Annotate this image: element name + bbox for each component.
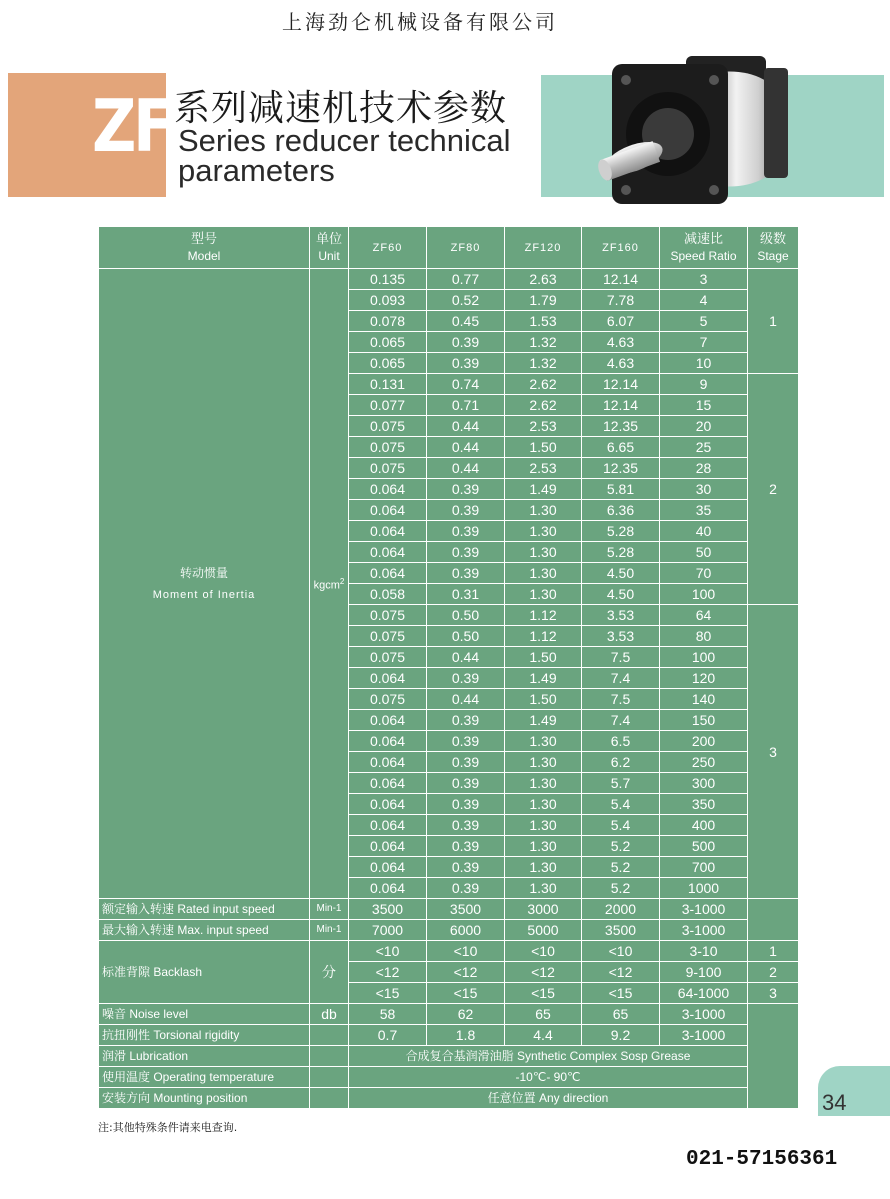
inertia-label <box>99 269 310 899</box>
inertia-value: 1.30 <box>505 836 582 857</box>
backlash-ratio: 9-100 <box>660 962 748 983</box>
blank-stage <box>748 1004 799 1109</box>
inertia-value: 0.064 <box>349 773 427 794</box>
inertia-value: 1.53 <box>505 311 582 332</box>
noise-ratio: 3-1000 <box>660 1004 748 1025</box>
inertia-value: 0.44 <box>427 647 505 668</box>
torsional-value: 4.4 <box>505 1025 582 1046</box>
title-english <box>178 123 511 188</box>
inertia-value: 0.39 <box>427 521 505 542</box>
lubrication-value: 合成复合基润滑油脂 Synthetic Complex Sosp Grease <box>349 1046 748 1067</box>
inertia-value: 0.064 <box>349 794 427 815</box>
inertia-value: 1.30 <box>505 584 582 605</box>
inertia-value: 6.36 <box>582 500 660 521</box>
inertia-value: 2.53 <box>505 416 582 437</box>
speed-ratio: 25 <box>660 437 748 458</box>
max-speed-label: 最大输入转速 Max. input speed <box>99 920 310 941</box>
lubrication-unit <box>310 1046 349 1067</box>
inertia-value: 0.064 <box>349 731 427 752</box>
noise-value: 62 <box>427 1004 505 1025</box>
header-zf120: ZF120 <box>505 227 582 269</box>
inertia-value: 4.63 <box>582 353 660 374</box>
series-code: ZF <box>92 84 172 168</box>
mounting-value: 任意位置 Any direction <box>349 1088 748 1109</box>
inertia-value: 0.075 <box>349 437 427 458</box>
backlash-value: <12 <box>427 962 505 983</box>
inertia-value: 0.52 <box>427 290 505 311</box>
header-zf160: ZF160 <box>582 227 660 269</box>
inertia-value: 0.064 <box>349 752 427 773</box>
inertia-value: 5.28 <box>582 542 660 563</box>
header-ratio: 减速比 Speed Ratio <box>660 227 748 269</box>
gear-reducer-image <box>596 54 792 214</box>
backlash-stage: 1 <box>748 941 799 962</box>
inertia-value: 1.79 <box>505 290 582 311</box>
inertia-value: 1.50 <box>505 437 582 458</box>
speed-ratio: 64 <box>660 605 748 626</box>
title-english-line1: Series reducer technical <box>178 123 511 158</box>
backlash-value: <12 <box>505 962 582 983</box>
backlash-unit: 分 <box>310 941 349 1004</box>
max-speed-value: 7000 <box>349 920 427 941</box>
inertia-value: 1.49 <box>505 710 582 731</box>
speed-ratio: 35 <box>660 500 748 521</box>
torsional-value: 0.7 <box>349 1025 427 1046</box>
inertia-value: 5.4 <box>582 815 660 836</box>
inertia-value: 0.77 <box>427 269 505 290</box>
rated-speed-unit: Min-1 <box>310 899 349 920</box>
spec-table <box>98 226 799 1109</box>
inertia-value: 5.7 <box>582 773 660 794</box>
inertia-value: 12.14 <box>582 374 660 395</box>
inertia-value: 0.50 <box>427 605 505 626</box>
speed-ratio: 50 <box>660 542 748 563</box>
temperature-row <box>99 1067 799 1088</box>
header-unit: 单位 Unit <box>310 227 349 269</box>
title-chinese: 系列减速机技术参数 <box>174 88 508 129</box>
speed-ratio: 500 <box>660 836 748 857</box>
backlash-stage: 3 <box>748 983 799 1004</box>
torsional-value: 1.8 <box>427 1025 505 1046</box>
inertia-value: 0.058 <box>349 584 427 605</box>
torsional-value: 9.2 <box>582 1025 660 1046</box>
inertia-value: 0.064 <box>349 815 427 836</box>
inertia-value: 7.5 <box>582 647 660 668</box>
inertia-value: 6.07 <box>582 311 660 332</box>
inertia-value: 0.064 <box>349 563 427 584</box>
noise-value: 65 <box>582 1004 660 1025</box>
inertia-value: 6.65 <box>582 437 660 458</box>
inertia-value: 0.39 <box>427 668 505 689</box>
torsional-row <box>99 1025 799 1046</box>
speed-ratio: 5 <box>660 311 748 332</box>
inertia-value: 3.53 <box>582 626 660 647</box>
inertia-value: 0.39 <box>427 815 505 836</box>
inertia-value: 7.4 <box>582 710 660 731</box>
inertia-value: 5.2 <box>582 857 660 878</box>
speed-ratio: 400 <box>660 815 748 836</box>
rated-speed-value: 3000 <box>505 899 582 920</box>
inertia-value: 0.44 <box>427 689 505 710</box>
backlash-value: <15 <box>349 983 427 1004</box>
inertia-value: 1.12 <box>505 605 582 626</box>
inertia-value: 12.14 <box>582 395 660 416</box>
rated-speed-row <box>99 899 799 920</box>
speed-ratio: 300 <box>660 773 748 794</box>
speed-ratio: 40 <box>660 521 748 542</box>
footnote: 注:其他特殊条件请来电查询. <box>98 1121 238 1134</box>
header-zf80: ZF80 <box>427 227 505 269</box>
backlash-value: <10 <box>349 941 427 962</box>
inertia-value: 7.4 <box>582 668 660 689</box>
blank-stage <box>748 899 799 941</box>
inertia-value: 1.30 <box>505 542 582 563</box>
inertia-value: 0.131 <box>349 374 427 395</box>
inertia-value: 12.14 <box>582 269 660 290</box>
inertia-value: 1.30 <box>505 752 582 773</box>
inertia-value: 0.31 <box>427 584 505 605</box>
inertia-value: 0.064 <box>349 878 427 899</box>
inertia-value: 0.064 <box>349 668 427 689</box>
mounting-unit <box>310 1088 349 1109</box>
inertia-value: 1.30 <box>505 878 582 899</box>
inertia-value: 6.5 <box>582 731 660 752</box>
inertia-value: 4.50 <box>582 584 660 605</box>
inertia-value: 1.12 <box>505 626 582 647</box>
torsional-ratio: 3-1000 <box>660 1025 748 1046</box>
stage-cell: 3 <box>748 605 799 899</box>
inertia-value: 2.53 <box>505 458 582 479</box>
backlash-ratio: 3-10 <box>660 941 748 962</box>
inertia-value: 0.74 <box>427 374 505 395</box>
inertia-value: 0.44 <box>427 416 505 437</box>
inertia-value: 0.078 <box>349 311 427 332</box>
inertia-value: 0.135 <box>349 269 427 290</box>
inertia-value: 0.064 <box>349 710 427 731</box>
inertia-value: 0.075 <box>349 647 427 668</box>
inertia-value: 0.093 <box>349 290 427 311</box>
inertia-value: 1.49 <box>505 479 582 500</box>
rated-speed-label: 额定输入转速 Rated input speed <box>99 899 310 920</box>
inertia-value: 0.44 <box>427 458 505 479</box>
inertia-unit-sup: 2 <box>339 576 345 586</box>
inertia-value: 0.50 <box>427 626 505 647</box>
inertia-value: 0.39 <box>427 542 505 563</box>
inertia-value: 2.62 <box>505 374 582 395</box>
inertia-value: 5.28 <box>582 521 660 542</box>
max-speed-value: 5000 <box>505 920 582 941</box>
backlash-value: <12 <box>582 962 660 983</box>
inertia-value: 6.2 <box>582 752 660 773</box>
header-row <box>99 227 799 269</box>
inertia-value: 5.2 <box>582 878 660 899</box>
inertia-value: 0.075 <box>349 458 427 479</box>
speed-ratio: 30 <box>660 479 748 500</box>
inertia-value: 12.35 <box>582 416 660 437</box>
inertia-value: 3.53 <box>582 605 660 626</box>
rated-speed-ratio: 3-1000 <box>660 899 748 920</box>
inertia-value: 0.45 <box>427 311 505 332</box>
inertia-value: 0.064 <box>349 542 427 563</box>
inertia-value: 0.39 <box>427 353 505 374</box>
speed-ratio: 700 <box>660 857 748 878</box>
speed-ratio: 350 <box>660 794 748 815</box>
inertia-value: 0.39 <box>427 794 505 815</box>
backlash-value: <10 <box>427 941 505 962</box>
company-name: 上海劲仑机械设备有限公司 <box>282 10 558 34</box>
rated-speed-value: 3500 <box>427 899 505 920</box>
inertia-value: 0.39 <box>427 710 505 731</box>
inertia-value: 0.065 <box>349 353 427 374</box>
backlash-value: <15 <box>582 983 660 1004</box>
speed-ratio: 100 <box>660 584 748 605</box>
phone-number: 021-57156361 <box>686 1148 838 1171</box>
noise-value: 65 <box>505 1004 582 1025</box>
inertia-value: 0.39 <box>427 479 505 500</box>
inertia-value: 1.32 <box>505 353 582 374</box>
speed-ratio: 120 <box>660 668 748 689</box>
backlash-row <box>99 941 799 962</box>
max-speed-value: 3500 <box>582 920 660 941</box>
inertia-value: 0.064 <box>349 521 427 542</box>
inertia-value: 1.30 <box>505 857 582 878</box>
speed-ratio: 200 <box>660 731 748 752</box>
inertia-value: 0.39 <box>427 731 505 752</box>
backlash-value: <10 <box>505 941 582 962</box>
inertia-value: 2.63 <box>505 269 582 290</box>
inertia-label-en: Moment of Inertia <box>152 588 256 601</box>
rated-speed-value: 3500 <box>349 899 427 920</box>
speed-ratio: 80 <box>660 626 748 647</box>
lubrication-row <box>99 1046 799 1067</box>
inertia-value: 1.49 <box>505 668 582 689</box>
page-number: 34 <box>822 1090 847 1115</box>
inertia-value: 1.30 <box>505 794 582 815</box>
inertia-value: 4.50 <box>582 563 660 584</box>
inertia-value: 7.78 <box>582 290 660 311</box>
speed-ratio: 10 <box>660 353 748 374</box>
temperature-label: 使用温度 Operating temperature <box>99 1067 310 1088</box>
rated-speed-value: 2000 <box>582 899 660 920</box>
inertia-value: 1.30 <box>505 815 582 836</box>
inertia-value: 1.30 <box>505 731 582 752</box>
temperature-value: -10℃- 90℃ <box>349 1067 748 1088</box>
noise-unit: db <box>310 1004 349 1025</box>
inertia-value: 1.30 <box>505 521 582 542</box>
speed-ratio: 70 <box>660 563 748 584</box>
speed-ratio: 150 <box>660 710 748 731</box>
inertia-value: 0.064 <box>349 857 427 878</box>
inertia-value: 12.35 <box>582 458 660 479</box>
max-speed-unit: Min-1 <box>310 920 349 941</box>
speed-ratio: 9 <box>660 374 748 395</box>
inertia-value: 0.39 <box>427 500 505 521</box>
inertia-value: 7.5 <box>582 689 660 710</box>
inertia-value: 0.39 <box>427 752 505 773</box>
noise-value: 58 <box>349 1004 427 1025</box>
inertia-value: 5.4 <box>582 794 660 815</box>
inertia-value: 0.71 <box>427 395 505 416</box>
speed-ratio: 15 <box>660 395 748 416</box>
mounting-row <box>99 1088 799 1109</box>
max-speed-row <box>99 920 799 941</box>
inertia-value: 0.075 <box>349 689 427 710</box>
max-speed-ratio: 3-1000 <box>660 920 748 941</box>
speed-ratio: 140 <box>660 689 748 710</box>
speed-ratio: 250 <box>660 752 748 773</box>
backlash-stage: 2 <box>748 962 799 983</box>
inertia-value: 0.39 <box>427 857 505 878</box>
inertia-value: 0.39 <box>427 836 505 857</box>
speed-ratio: 4 <box>660 290 748 311</box>
inertia-value: 0.39 <box>427 332 505 353</box>
inertia-label-cn: 转动惯量 <box>179 565 228 580</box>
inertia-value: 0.39 <box>427 878 505 899</box>
inertia-value: 0.075 <box>349 416 427 437</box>
inertia-value: 5.2 <box>582 836 660 857</box>
inertia-value: 0.44 <box>427 437 505 458</box>
inertia-unit-text: kgcm <box>313 579 340 592</box>
lubrication-label: 润滑 Lubrication <box>99 1046 310 1067</box>
max-speed-value: 6000 <box>427 920 505 941</box>
inertia-value: 0.065 <box>349 332 427 353</box>
title-english-line2: parameters <box>178 153 335 188</box>
speed-ratio: 3 <box>660 269 748 290</box>
header-zf60: ZF60 <box>349 227 427 269</box>
inertia-row <box>99 269 799 290</box>
speed-ratio: 28 <box>660 458 748 479</box>
stage-cell: 2 <box>748 374 799 605</box>
inertia-value: 1.30 <box>505 563 582 584</box>
inertia-value: 0.39 <box>427 563 505 584</box>
speed-ratio: 20 <box>660 416 748 437</box>
inertia-value: 1.30 <box>505 773 582 794</box>
backlash-value: <10 <box>582 941 660 962</box>
inertia-value: 0.075 <box>349 626 427 647</box>
header-stage: 级数 Stage <box>748 227 799 269</box>
inertia-value: 0.075 <box>349 605 427 626</box>
header-model: 型号 Model <box>99 227 310 269</box>
inertia-value: 0.064 <box>349 836 427 857</box>
backlash-value: <15 <box>505 983 582 1004</box>
inertia-value: 5.81 <box>582 479 660 500</box>
noise-row <box>99 1004 799 1025</box>
inertia-value: 0.064 <box>349 500 427 521</box>
inertia-value: 0.077 <box>349 395 427 416</box>
inertia-value: 1.50 <box>505 647 582 668</box>
noise-label: 噪音 Noise level <box>99 1004 310 1025</box>
inertia-value: 2.62 <box>505 395 582 416</box>
backlash-value: <12 <box>349 962 427 983</box>
inertia-value: 1.30 <box>505 500 582 521</box>
backlash-value: <15 <box>427 983 505 1004</box>
inertia-unit <box>310 269 349 899</box>
inertia-value: 4.63 <box>582 332 660 353</box>
backlash-label: 标准背隙 Backlash <box>99 941 310 1004</box>
speed-ratio: 7 <box>660 332 748 353</box>
torsional-unit <box>310 1025 349 1046</box>
stage-cell: 1 <box>748 269 799 374</box>
torsional-label: 抗扭刚性 Torsional rigidity <box>99 1025 310 1046</box>
inertia-value: 0.064 <box>349 479 427 500</box>
inertia-value: 1.32 <box>505 332 582 353</box>
speed-ratio: 1000 <box>660 878 748 899</box>
inertia-value: 1.50 <box>505 689 582 710</box>
mounting-label: 安装方向 Mounting position <box>99 1088 310 1109</box>
backlash-ratio: 64-1000 <box>660 983 748 1004</box>
temperature-unit <box>310 1067 349 1088</box>
inertia-value: 0.39 <box>427 773 505 794</box>
speed-ratio: 100 <box>660 647 748 668</box>
